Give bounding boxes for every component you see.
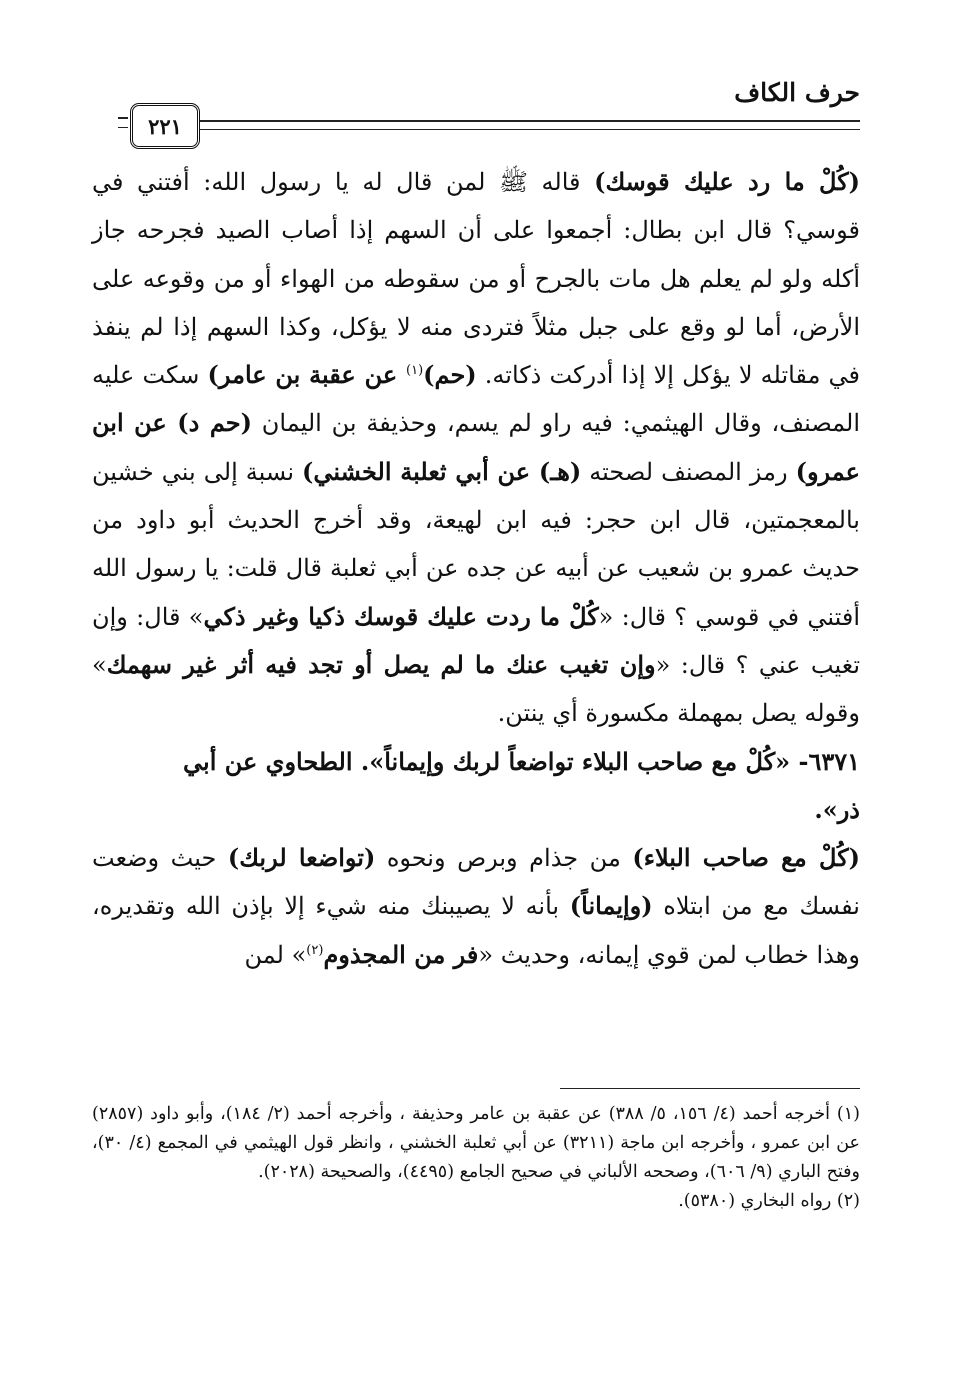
- footnote-1: (١) أخرجه أحمد (٤/ ١٥٦، ٥/ ٣٨٨) عن عقبة بن عامر وحذيفة ، وأخرجه أحمد (٢/ ١٨٤)، وأبو داود (٢٨٥٧) عن ابن عمرو ، وأخرجه ابن ماجة (٣٢١١) عن أبي ثعلبة الخشني ، وانظر قول الهيثمي في المجمع (٤/ ٣٠)، وفتح الباري (٩/ ٦٠٦)، وصححه الألباني في صحيح الجامع (٤٤٩٥)، والصحيحة (٢٠٢٨).: [92, 1104, 860, 1182]
- narrator: (حم د) عن ابن عمرو): [92, 408, 860, 486]
- footnotes: [92, 1100, 860, 1216]
- footnote-separator: [560, 1088, 860, 1089]
- hadith-text-tail: ذر».: [814, 794, 860, 824]
- main-text: [92, 158, 860, 979]
- text-run: قاله ﷺ لمن قال له يا رسول الله: أفتني في قوسي؟ قال ابن بطال: أجمعوا على أن السهم إذا أصاب الصيد فجرحه جاز أكله ولو لم يعلم هل مات بالجرح أو من سقوطه من الهواء أو من وقوعه على الأرض، أما لو وقع على جبل مثلاً فتردى منه لا يؤكل، وكذا السهم إذا لم ينفذ في مقاتله لا يؤكل إلا إذا أدركت ذكاته.: [92, 168, 861, 390]
- footnote-ref: (٢): [306, 942, 324, 958]
- text-run: نسبة إلى بني خشين بالمعجمتين، قال ابن حجر: فيه ابن لهيعة، وقد أخرج الحديث أبو داود من حديث عمرو بن شعيب عن أبيه عن جده عن أبي ثعلبة قال قلت: يا رسول الله أفتني في قوسي ؟ قال: «: [92, 457, 860, 631]
- hadith-quote: فر من المجذوم: [323, 939, 479, 969]
- hadith-term: (وإيماناً): [569, 891, 653, 921]
- hadith-term: (تواضعا لربك): [227, 843, 376, 873]
- text-run: رمز المصنف لصحته: [581, 457, 796, 486]
- narrator: عن عقبة بن عامر): [207, 360, 406, 390]
- header-rule: [196, 120, 860, 130]
- hadith-entry: [92, 738, 860, 835]
- narrator: (هـ) عن أبي ثعلبة الخشني): [302, 456, 582, 486]
- paragraph-commentary-1: [92, 158, 860, 738]
- hadith-quote: وإن تغيب عنك ما لم يصل أو تجد فيه أثر غير سهمك: [106, 649, 656, 679]
- source-code: (حم): [423, 360, 477, 390]
- hadith-term: (كُلْ مع صاحب البلاء): [632, 843, 861, 873]
- text-run: حيث وضعت نفسك مع من ابتلاه: [92, 844, 860, 921]
- text-run: سكت عليه المصنف، وقال الهيثمي: فيه راو لم يسم، وحذيفة بن اليمان: [92, 361, 861, 438]
- hadith-term: (كُلْ ما رد عليك قوسك): [594, 167, 861, 196]
- page-number: ٢٢١: [130, 103, 200, 149]
- paragraph-commentary-2: [92, 834, 860, 979]
- text-run: » لمن: [244, 940, 307, 969]
- text-run: » قال: وإن تغيب عني ؟ قال: «: [92, 602, 860, 679]
- hadith-text: ٦٣٧١- «كُلْ مع صاحب البلاء تواضعاً لربك وإيماناً». الطحاوي عن أبي: [183, 746, 860, 776]
- text-run: بأنه لا يصيبنك منه شيء إلا بإذن الله وتقديره، وهذا خطاب لمن قوي إيمانه، وحديث «: [92, 892, 860, 969]
- footnote-ref: (١): [406, 363, 424, 379]
- hadith-quote: كُلْ ما ردت عليك قوسك ذكيا وغير ذكي: [203, 601, 599, 631]
- chapter-title: حرف الكاف: [734, 78, 860, 107]
- footnote-2: (٢) رواه البخاري (٥٣٨٠).: [678, 1191, 860, 1211]
- text-run: » وقوله يصل بمهملة مكسورة أي ينتن.: [92, 650, 860, 728]
- text-run: من جذام وبرص ونحوه: [375, 844, 633, 873]
- header-rule-end: [118, 117, 128, 128]
